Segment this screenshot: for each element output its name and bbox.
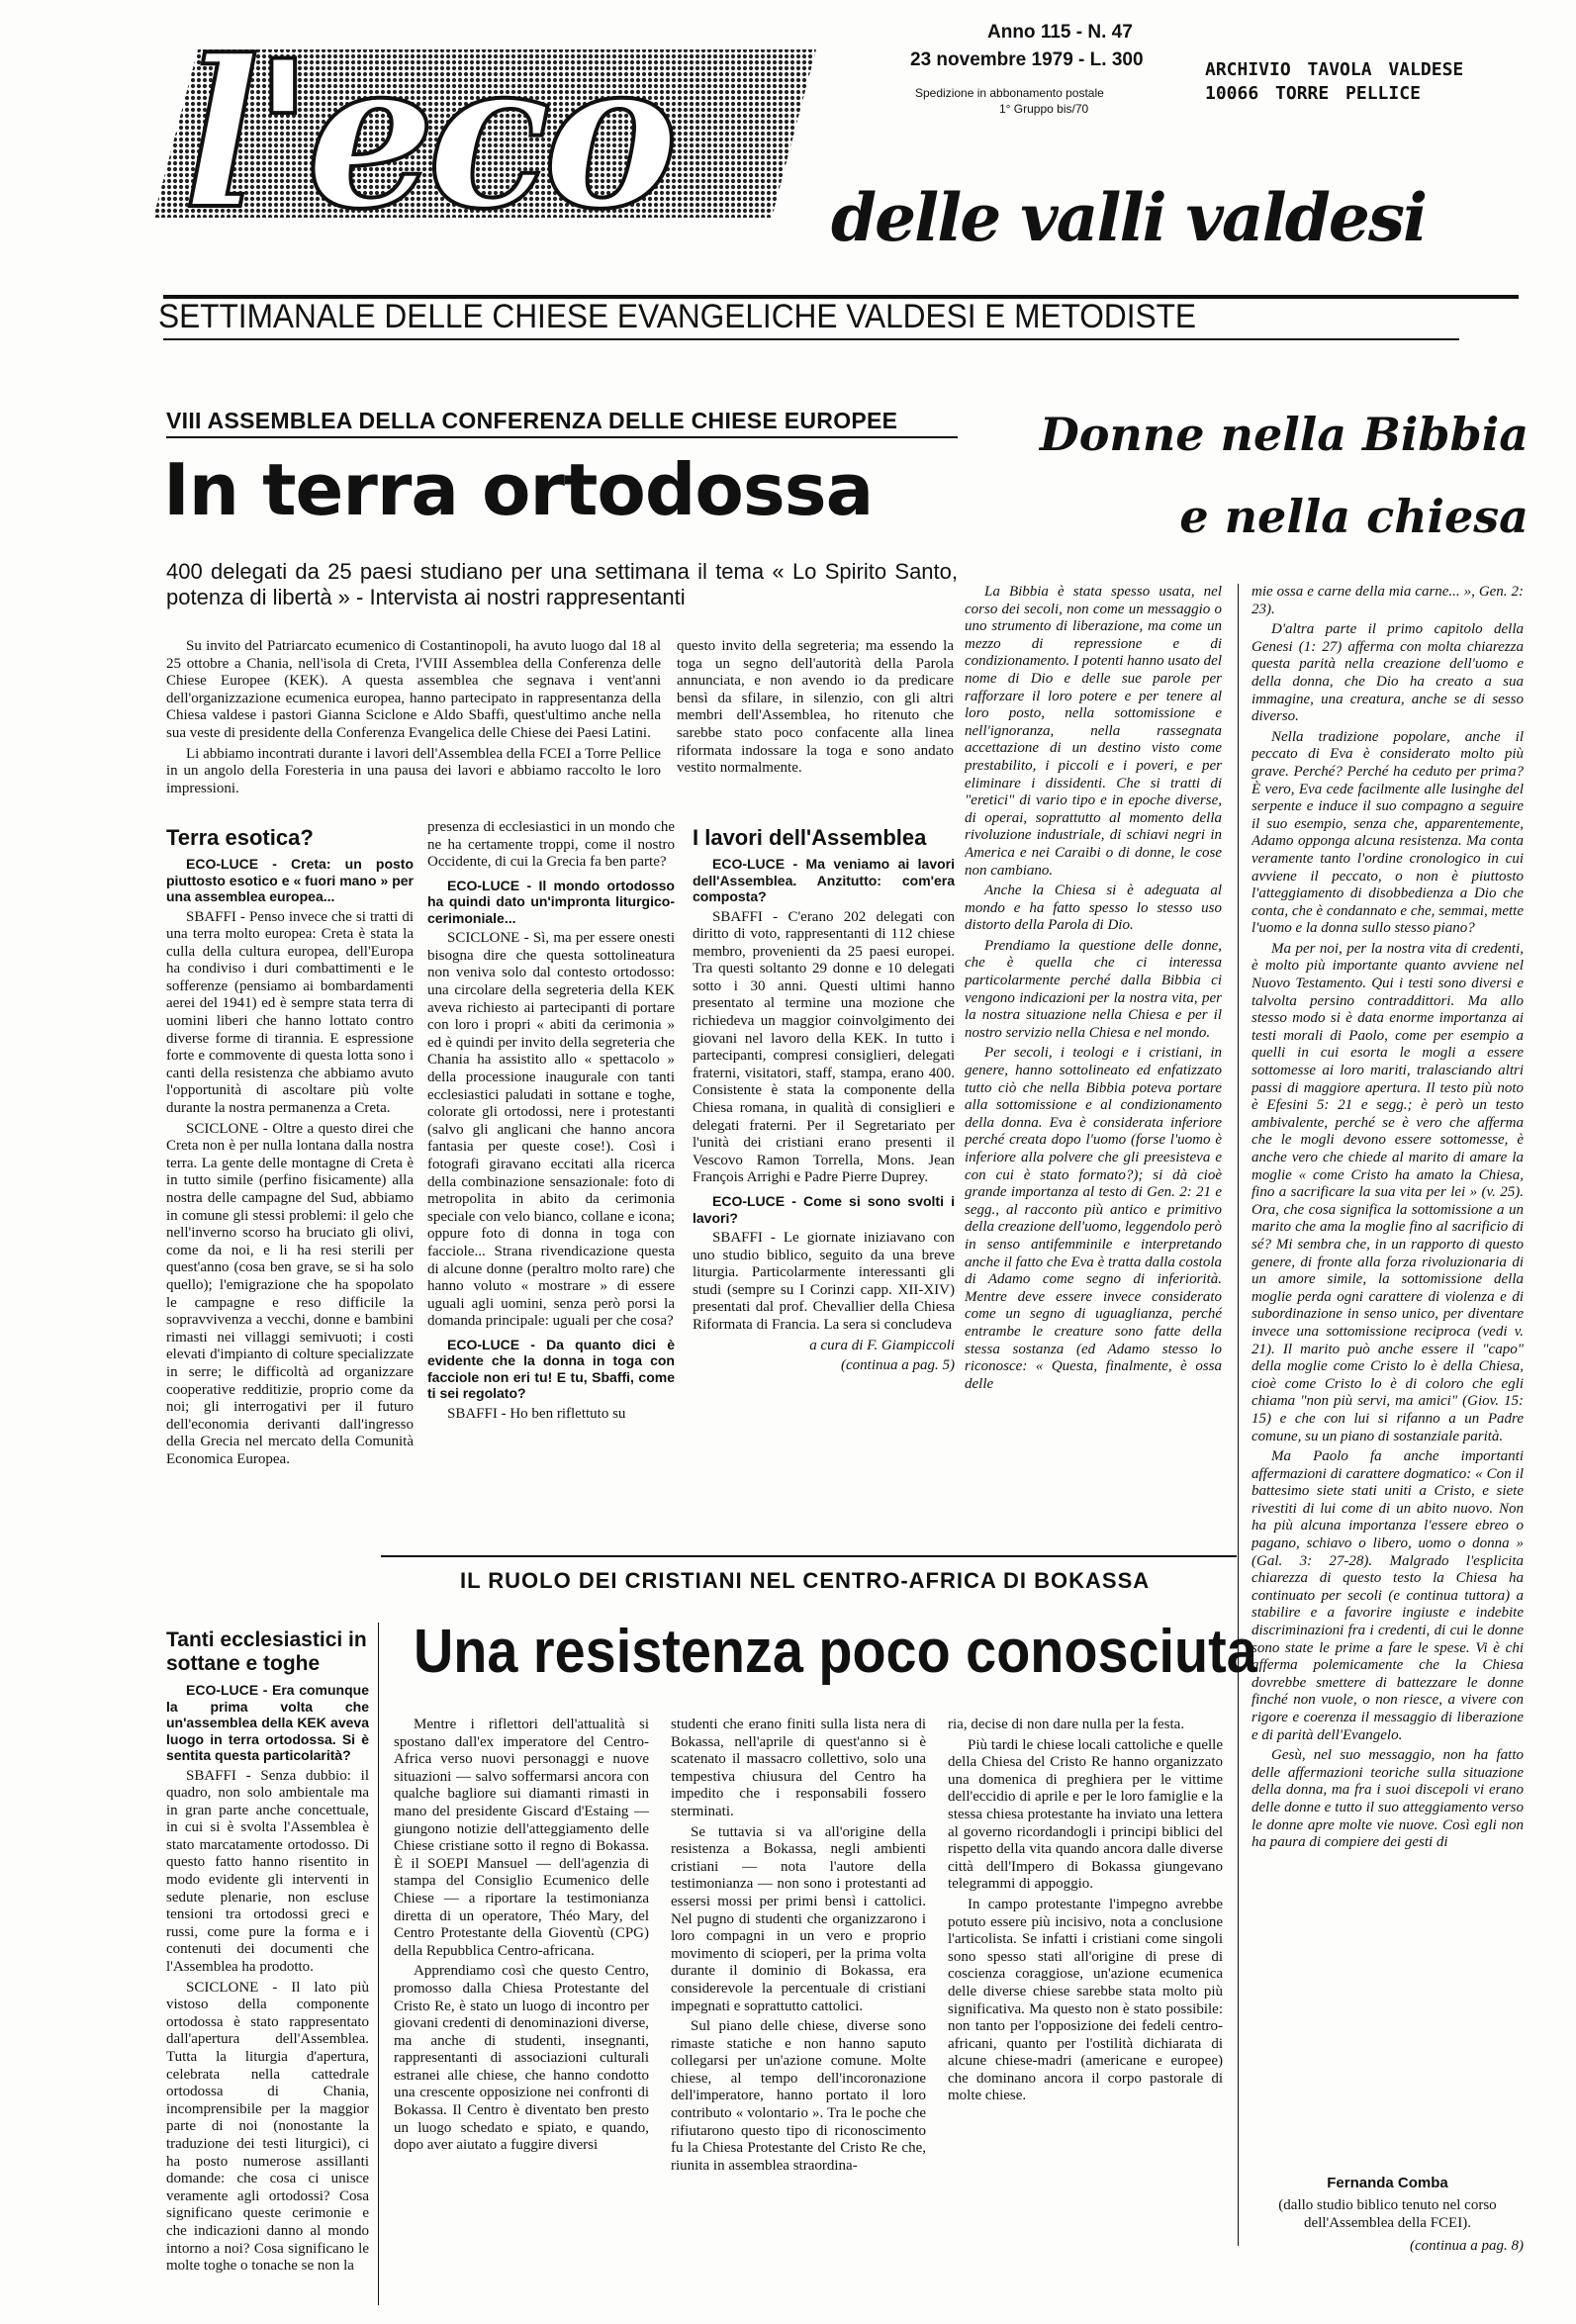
article1-deck: 400 delegati da 25 paesi studiano per una settimana il tema « Lo Spirito Santo, potenza di libertà » - Intervista ai nostri rappresentanti: [166, 559, 958, 609]
tagline-underline: [163, 338, 1459, 340]
article2-paragraph: La Bibbia è stata spesso usata, nel corso dei secoli, non come un messaggio o uno strumento di liberazione, ma come un mezzo di repressione e di condizionamento. I potenti hanno usato del nome di Dio e delle sue parole per rafforzare il loro potere e per tenere al loro posto, nella sottomissione e nell'ignoranza, nella rassegnata accettazione di un destino visto come prestabilito, i piccoli e i poveri, e per eliminare i dissidenti. Che si tratti di "eretici" di vario tipo e in epoche diverse, di operai, soprattutto al momento della rivoluzione industriale, di schiavi negri in America e nei Caraibi o di donne, le cose non cambiano.: [965, 584, 1222, 879]
article2-paragraph: mie ossa e carne della mia carne... », Gen. 2: 23).: [1252, 584, 1524, 617]
section-heading: Terra esotica?: [166, 825, 314, 850]
article2-title-line2: e nella chiesa: [1179, 490, 1529, 543]
article2-continue-link[interactable]: (continua a pag. 8): [1410, 2238, 1524, 2254]
article2-paragraph: Ma per noi, per la nostra vita di credenti, è molto più importante quanto avviene nel Nuovo Testamento. Qui i testi sono diversi e talvolta persino contraddittori. Ma allo stesso modo si è data enorme importanza ai testi morali di Paolo, come per esempio a quelli in cui esorta le mogli a essere sottomesse ai loro mariti, tralasciando altri passi di maggiore apertura. Il testo più noto è Efesini 5: 21 e segg.; è però un testo ambivalente, perché se è vero che afferma che le mogli devono essere sottomesse, è anche vero che chiede al marito di amare la moglie « come Cristo ha amato la Chiesa, fino a sacrificare la sua vita per lei » (v. 25). Ora, che cosa significa la sottomissione a un marito che ama la moglie fino al sacrificio di sé? Mi sembra che, in un rapporto di questo genere, di fronte alla forza rivoluzionaria di un amore simile, la sottomissione della moglie perda ogni carattere di violenza e di subordinazione in senso unico, per diventare invece una sottomissione reciproca (vedi v. 21). Il marito può anche essere il "capo" della moglie come Cristo lo è della Chiesa, cioè come Cristo lo è di coloro che egli chiama "non più servi, ma amici" (Giov. 15: 15) e che con lui si rifanno a un Padre comune, su un piano di sostanziale parità.: [1252, 940, 1524, 1444]
article1-column-3: [693, 819, 955, 1581]
article2-paragraph: Gesù, nel suo messaggio, non ha fatto delle affermazioni teoriche sulla situazione della donna, ma fra i suoi discepoli vi erano delle donne e tutto il suo atteggiamento verso le donne apre molte vie nuove. Così egli non ha paura di compiere dei gesti di: [1252, 1747, 1524, 1851]
interview-answer: SBAFFI - Le giornate iniziavano con uno studio biblico, seguito da una breve liturgia. Particolarmente interessanti gli studi (sempre su I Corinzi capp. XII-XIV) presentati dal prof. Chevallier della Chiesa Riformata di Francia. La sera si concludeva: [693, 1230, 955, 1333]
article3-top-rule: [381, 1555, 1237, 1557]
article3-paragraph: Mentre i riflettori dell'attualità si spostano dall'ex imperatore del Centro-Africa verso nuovi personaggi e nuove situazioni — salvo soffermarsi ancora con qualche bagliore sui diamanti rimasti in mano del presidente Giscard d'Estaing — giungono notizie dell'atteggiamento delle Chiese cristiane sotto il regno di Bokassa. È il SOEPI Mansuel — dell'agenzia di stampa del Consiglio Ecumenico delle Chiese — a riportare la testimonianza diretta di un operatore, Théo Mary, del Centro Protestante della Gioventù (CPG) della Repubblica Centro-africana.: [394, 1717, 649, 1959]
interview-question: ECO-LUCE - Era comunque la prima volta che un'assemblea della KEK aveva luogo in terra ortodossa. Si è sentita questa particolarità?: [166, 1682, 369, 1763]
article3-column-3: [948, 1717, 1223, 2310]
article2-column-1: [965, 584, 1222, 1583]
article2-paragraph: Ma Paolo fa anche importanti affermazioni di carattere dogmatico: « Con il battesimo siete stati uniti a Cristo, e siete rivestiti di lui come di un abito nuovo. Non ha più alcuna importanza l'essere ebreo o pagano, schiavo o libero, uomo o donna » (Gal. 3: 27-28). Malgrado l'esplicita chiarezza di questo testo la Chiesa ha continuato per secoli (e continua tuttora) a stabilire e a favorire ingiuste e indebite discriminazioni fra i credenti, di cui le donne sono state le prime a fare le spese. Vi è chi afferma polemicamente che la Chiesa dovrebbe smettere di battezzare le donne finché non vuole, o non riesce, a vivere con rigore e coerenza il messaggio di liberazione e di parità dell'Evangelo.: [1252, 1448, 1524, 1743]
section-heading: I lavori dell'Assemblea: [693, 825, 927, 850]
article3-column-1: [394, 1717, 649, 2310]
column-divider: [378, 1623, 379, 2305]
section-heading: Tanti ecclesiastici in sottane e toghe: [166, 1628, 367, 1675]
article1-lead-paragraph: questo invito della segreteria; ma essendo la toga un segno dell'autorità della Parola annunciata, e non avendo io da predicare bensì da sfilare, in silenzio, con gli altri membri dell'Assemblea, ho ritenuto che sarebbe stato poco confacente alla linea riformata indossare la toga e sono andato vestito normalmente.: [677, 638, 954, 777]
article3-paragraph: In campo protestante l'impegno avrebbe potuto essere più incisivo, nota a conclusione l'articolista. Se infatti i cristiani come singoli sono spesso stati all'origine di prese di coscienza coraggiose, un'azione ecumenica delle diverse chiese sarebbe stata molto più significativa. Ma questo non è stato possibile: non tanto per l'opposizione dei fedeli centro-africani, quanto per l'ostilità dichiarata di alcune chiese-madri (americane e europee) che dominano ancora il corpo pastorale di molte chiese.: [948, 1896, 1223, 2104]
article2-signature: Fernanda Comba: [1327, 2175, 1448, 2191]
postal-note-2: 1° Gruppo bis/70: [999, 102, 1089, 116]
article2-paragraph: Prendiamo la questione delle donne, che è quella che ci interessa particolarmente perché dalla Bibbia ci vengono indicazioni per la nostra vita, per la nostra situazione nella Chiesa e per il nostro servizio nella Chiesa e nel mondo.: [965, 937, 1222, 1041]
article3-paragraph: ria, decise di non dare nulla per la festa.: [948, 1717, 1185, 1732]
article2-paragraph: Anche la Chiesa si è adeguata al mondo e ha fatto spesso lo stesso uso distorto della Parola di Dio.: [965, 883, 1222, 934]
interview-answer: SBAFFI - Ho ben riflettuto su: [447, 1405, 626, 1422]
issue-date-price: 23 novembre 1979 - L. 300: [910, 49, 1144, 70]
article3-kicker: IL RUOLO DEI CRISTIANI NEL CENTRO-AFRICA DI BOKASSA: [460, 1568, 1151, 1593]
article1-lead-column-2: [677, 638, 954, 806]
archive-stamp-line1: ARCHIVIO TAVOLA VALDESE: [1205, 59, 1464, 80]
article1-signature: a cura di F. Giampiccoli: [809, 1337, 955, 1353]
archive-stamp-line2: 10066 TORRE PELLICE: [1205, 83, 1421, 104]
article1-lead-paragraph: Li abbiamo incontrati durante i lavori dell'Assemblea della FCEI a Torre Pellice in un angolo della Foresteria in una pausa dei lavori e abbiamo raccolto le loro impressioni.: [166, 745, 661, 796]
article2-title-line1: Donne nella Bibbia: [1039, 408, 1529, 461]
article3-title: Una resistenza poco conosciuta: [414, 1618, 1257, 1686]
article1-column-2: [427, 819, 675, 1581]
article1-continuation-column: [166, 1623, 369, 2315]
interview-answer: SCICLONE - Il lato più vistoso della componente ortodossa è stato rappresentato dall'apertura dell'Assemblea. Tutta la liturgia d'apertura, celebrata nella cattedrale ortodossa di Chania, incomprensibile per la maggior parte di noi (nonostante la traduzione dei testi liturgici), ci ha posto numerose assillanti domande: che cosa ci unisce veramente agli ortodossi? Cosa significano queste cerimonie e che indicazioni danno al mondo intorno a noi? Cosa significano le molte toghe o tonache se non la: [166, 1979, 369, 2275]
article3-paragraph: Apprendiamo così che questo Centro, promosso dalla Chiesa Protestante del Cristo Re, è stato un luogo di incontro per giovani credenti di denominazioni diverse, ma anche di studenti, insegnanti, rappresentanti di associazioni culturali estranei alle chiese, che hanno condotto una crescente opposizione nei confronti di Bokassa. Il Centro è diventato ben presto un luogo schedato e spiato, e quando, dopo aver aiutato a fuggire diversi: [394, 1963, 649, 2154]
article2-paragraph: Nella tradizione popolare, anche il peccato di Eva è considerato molto più grave. Perché? Perché ha ceduto per prima? È vero, Eva cede facilmente alle lusinghe del serpente e induce il suo compagno a seguire il suo esempio, senza che, apparentemente, Adamo opponga alcuna resistenza. Ma conta veramente tanto l'ordine cronologico in cui avviene il peccato, o non è piuttosto l'atteggiamento di disobbedienza a Dio che conta, che è condannato e che, semmai, mette l'uomo e la donna sullo stesso piano?: [1252, 728, 1524, 937]
interview-question: ECO-LUCE - Creta: un posto piuttosto esotico e « fuori mano » per una assemblea europea...: [166, 856, 414, 904]
article3-paragraph: Se tuttavia si va all'origine della resistenza a Bokassa, negli ambienti cristiani — nota l'autore della testimonianza — non sono i protestanti ad essersi mossi per primi bensì i cattolici. Nel pugno di studenti che organizzarono i loro compagni in un vero e proprio movimento di scioperi, per la prima volta durante il dominio di Bokassa, era considerevole la percentuale di cristiani impegnati e soprattutto cattolici.: [671, 1823, 926, 2014]
article1-column-1: [166, 819, 414, 1601]
interview-answer: SBAFFI - C'erano 202 delegati con diritto di voto, rappresentanti di 112 chiese membro, provenienti da 25 paesi europei. Tra questi soltanto 29 donne e 10 delegati sotto i 30 anni. Questi ultimi hanno presentato al termine una mozione che richiedeva un maggior coinvolgimento dei giovani nel lavoro della KEK. In tutto i partecipanti, compresi consiglieri, delegati fraterni, visitatori, staff, stampa, erano 400. Consistente è stata la componente della Chiesa romana, in qualità di consiglieri e delegati fraterni. Per il Segretariato per l'unità dei cristiani erano presenti il Vescovo Ramon Torrella, Mons. Jean François Arrighi e Padre Pierre Duprey.: [693, 908, 955, 1186]
masthead-tagline: SETTIMANALE DELLE CHIESE EVANGELICHE VALDESI E METODISTE: [158, 298, 1197, 335]
masthead-subtitle: delle valli valdesi: [831, 179, 1427, 256]
interview-answer: SCICLONE - Sì, ma per essere onesti bisogna dire che questa sottolineatura non veniva solo dal contesto ortodosso: una circolare della segreteria della KEK aveva richiesto ai partecipanti di portare con loro i propri « abiti da cerimonia » ed è quindi per invito della segreteria che Chania ha assistito allo « spettacolo » della processione inaugurale con tanti ecclesiastici paludati in sottane e toghe, colorate gli ortodossi, nere i protestanti (salvo gli anglicani che hanno ancora fantasia per queste cose!). Così i fotografi giravano eccitati alla ricerca della combinazione sensazionale: foto di metropolita in abito da cerimonia speciale con velo bianco, collane e icona; oppure foto di donna in toga con facciole... Strana rivendicazione questa di alcune donne (peraltro molto rare) che hanno voluto « mostrare » di essere uguali agli uomini, senza però porsi la domanda principale: uguali per che cosa?: [427, 930, 675, 1330]
column-divider: [1238, 584, 1239, 2246]
article2-column-2: [1252, 584, 1524, 2167]
article1-continue-link[interactable]: (continua a pag. 5): [841, 1357, 955, 1374]
article3-column-2: [671, 1717, 926, 2310]
article2-paragraph: Per secoli, i teologi e i cristiani, in genere, hanno sottolineato ed enfatizzato tutto ciò che nella Bibbia poteva portare alla sottomissione e al condizionamento della donna. Eva è considerata inferiore perché creata dopo l'uomo (forse l'uomo è inferiore alla polvere che gli preesisteva e con cui è stato formato?); si dà cioè grande importanza al testo di Gen. 2: 21 e segg., al racconto più antico e primitivo della creazione dell'uomo, leggendolo però in senso antifemminile e interpretando anche il fatto che Eva è tratta dalla costola di Adamo come segno di inferiorità. Mentre deve essere invece considerato come un segno di uguaglianza, perché entrambe le creature sono fatte della stessa sostanza (ed Adamo stesso lo riconosce: « Questa, finalmente, è ossa delle: [965, 1045, 1222, 1392]
masthead-logo: [148, 30, 821, 228]
article1-kicker: VIII ASSEMBLEA DELLA CONFERENZA DELLE CHIESE EUROPEE: [166, 408, 958, 438]
interview-answer: presenza di ecclesiastici in un mondo che ne ha certamente troppi, come il nostro Occidente, di cui la Grecia fa ben parte?: [427, 819, 675, 871]
article3-paragraph: Sul piano delle chiese, diverse sono rimaste statiche e non hanno saputo collegarsi per un'azione comune. Molte chiese, al tempo dell'incoronazione dell'imperatore, hanno portato il loro contributo « volontario ». Tra le poche che rifiutarono questo tipo di riconoscimento fu la Chiesa Protestante del Cristo Re che, riunita in assemblea straordina-: [671, 2018, 926, 2174]
article1-title: In terra ortodossa: [163, 448, 874, 531]
postal-note-1: Spedizione in abbonamento postale: [915, 86, 1104, 100]
article3-paragraph: Più tardi le chiese locali cattoliche e quelle della Chiesa del Cristo Re hanno organizzato una domenica di preghiera per le vittime dell'eccidio di aprile e per le loro famiglie e la stessa chiesa protestante ha inviato una lettera al governo ricordandogli i principi biblici del rispetto della vita quando ancora dalle diverse città dell'Impero di Bokassa giungevano telegrammi di appoggio.: [948, 1736, 1223, 1893]
logo-text: l'eco: [183, 30, 671, 228]
issue-number: Anno 115 - N. 47: [987, 22, 1133, 43]
article3-paragraph: studenti che erano finiti sulla lista nera di Bokassa, nell'aprile di quest'anno si è scatenato il massacro collettivo, solo una tempestiva chiusura del Centro ha impedito che i responsabili fossero sterminati.: [671, 1717, 926, 1819]
interview-question: ECO-LUCE - Da quanto dici è evidente che la donna in toga con facciole non eri tu! E tu, Sbaffi, come ti sei regolato?: [427, 1336, 675, 1402]
interview-question: ECO-LUCE - Ma veniamo ai lavori dell'Assemblea. Anzitutto: com'era composta?: [693, 856, 955, 904]
interview-question: ECO-LUCE - Come si sono svolti i lavori?: [693, 1193, 955, 1226]
interview-question: ECO-LUCE - Il mondo ortodosso ha quindi dato un'impronta liturgico-cerimoniale...: [427, 877, 675, 926]
interview-answer: SBAFFI - Penso invece che si tratti di una terra molto europea: Creta è stata la culla della cultura europea, dell'Europa ha condiviso i duri combattimenti e le sofferenze (pensiamo ai bombardamenti aerei del 1941) ed è sempre stata terra di uomini liberi che hanno lottato contro diverse forme di tirannia. E espressione forte e commovente di questa lotta sono i canti della resistenza che abbiamo avuto l'opportunità di ascoltare più volte durante la nostra permanenza a Creta.: [166, 908, 414, 1117]
interview-answer: SCICLONE - Oltre a questo direi che Creta non è per nulla lontana dalla nostra terra. La gente delle montagne di Creta è in tutto simile (perfino fisicamente) alla nostra delle campagne del Sud, abbiamo in comune gli stessi problemi: il gelo che nell'inverno scorso ha bruciato gli olivi, come da noi, e li ha resi sterili per quest'anno (cosa ben grave, se si ha solo quello); l'emigrazione che ha spopolato le campagne e reso difficile la sopravvivenza a vecchi, donne e bambini rimasti nei villaggi semivuoti; i costi elevati d'impianto di colture specializzate in serre; le difficoltà ad organizzare cooperative redditizie, proprio come da noi; gli interrogativi per il futuro dell'economia derivanti dall'ingresso della Grecia nel mercato della Comunità Economica Europea.: [166, 1120, 414, 1467]
article1-lead-paragraph: Su invito del Patriarcato ecumenico di Costantinopoli, ha avuto luogo dal 18 al 25 ottobre a Chania, nell'isola di Creta, l'VIII Assemblea della Conferenza delle Chiese Europee (KEK). A questa assemblea che segnava i vent'anni dell'organizzazione ecumenica europea, hanno partecipato in rappresentanza della Chiesa valdese i pastori Gianna Sciclone e Aldo Sbaffi, quest'ultimo anche nella sua veste di presidente della Conferenza Evangelica delle Chiese dei Paesi Latini.: [166, 638, 661, 741]
interview-answer: SBAFFI - Senza dubbio: il quadro, non solo ambientale ma in gran parte anche concettuale, in cui si è svolta l'Assemblea è stato marcatamente ortodosso. Di questo fatto hanno risentito in modo evidente gli interventi in sedute plenarie, non escluse tensioni tra ortodossi greci e russi, come pure la forma e i contenuti dei documenti che l'Assemblea ha prodotto.: [166, 1767, 369, 1976]
article2-source: (dallo studio biblico tenuto nel corso dell'Assemblea della FCEI).: [1278, 2197, 1497, 2231]
article2-paragraph: D'altra parte il primo capitolo della Genesi (1: 27) afferma con molta chiarezza questa parità nella creazione dell'uomo e della donna, che Dio ha creato a sua immagine, una creatura, anche se di sesso diverso.: [1252, 621, 1524, 725]
article1-lead-column: [166, 638, 661, 806]
